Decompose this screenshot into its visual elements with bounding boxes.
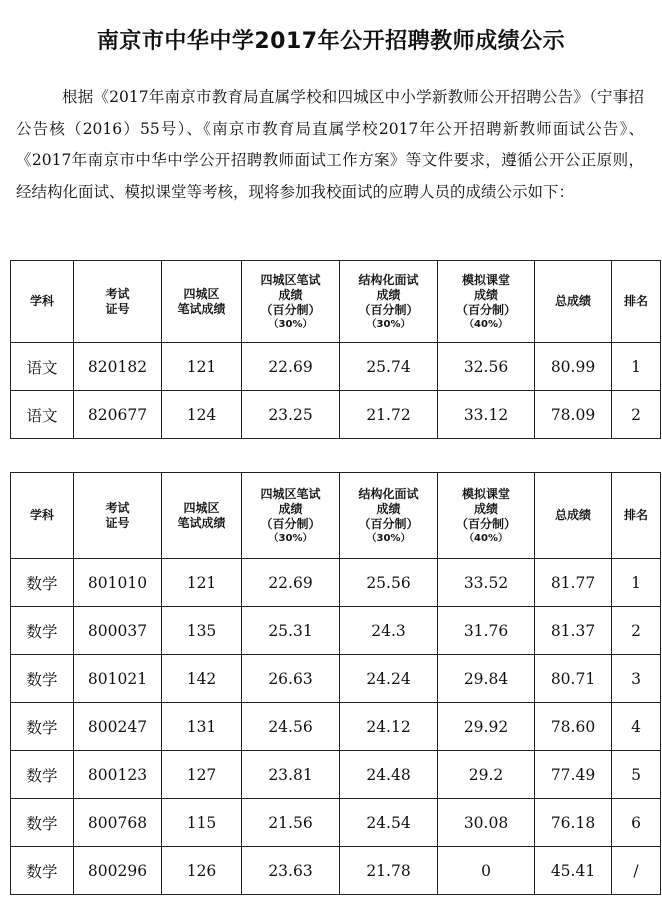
table-row	[11, 703, 661, 751]
cell-interview: 24.48	[340, 751, 438, 799]
cell-subject: 语文	[11, 391, 74, 439]
cell-exam-id: 800247	[74, 703, 162, 751]
cell-subject: 数学	[11, 799, 74, 847]
cell-total: 80.99	[535, 343, 612, 391]
cell-subject: 语文	[11, 343, 74, 391]
cell-total: 45.41	[535, 847, 612, 895]
cell-total: 81.37	[535, 607, 612, 655]
cell-written-score: 124	[162, 391, 242, 439]
cell-rank: 2	[612, 607, 661, 655]
header-subject: 学科	[11, 473, 74, 559]
header-exam-id: 考试 证号	[74, 261, 162, 343]
cell-written-weighted: 24.56	[242, 703, 340, 751]
table-row	[11, 559, 661, 607]
cell-exam-id: 800768	[74, 799, 162, 847]
cell-interview: 24.24	[340, 655, 438, 703]
table-header-row	[11, 261, 661, 343]
table-header-row	[11, 473, 661, 559]
cell-written-weighted: 25.31	[242, 607, 340, 655]
table-row	[11, 751, 661, 799]
table-row	[11, 655, 661, 703]
cell-exam-id: 800296	[74, 847, 162, 895]
cell-written-weighted: 22.69	[242, 343, 340, 391]
cell-subject: 数学	[11, 703, 74, 751]
cell-mock-class: 32.56	[438, 343, 535, 391]
cell-subject: 数学	[11, 847, 74, 895]
cell-written-weighted: 22.69	[242, 559, 340, 607]
header-interview: 结构化面试 成绩 （百分制） （30%）	[340, 473, 438, 559]
header-rank: 排名	[612, 473, 661, 559]
header-mock-class: 模拟课堂 成绩 （百分制） （40%）	[438, 473, 535, 559]
table-row	[11, 391, 661, 439]
cell-written-score: 135	[162, 607, 242, 655]
cell-interview: 24.3	[340, 607, 438, 655]
cell-total: 78.09	[535, 391, 612, 439]
cell-total: 78.60	[535, 703, 612, 751]
header-subject: 学科	[11, 261, 74, 343]
table-row	[11, 607, 661, 655]
header-written-score: 四城区 笔试成绩	[162, 261, 242, 343]
header-mock-class: 模拟课堂 成绩 （百分制） （40%）	[438, 261, 535, 343]
cell-total: 77.49	[535, 751, 612, 799]
cell-mock-class: 0	[438, 847, 535, 895]
cell-total: 81.77	[535, 559, 612, 607]
header-interview: 结构化面试 成绩 （百分制） （30%）	[340, 261, 438, 343]
cell-written-score: 115	[162, 799, 242, 847]
cell-written-weighted: 26.63	[242, 655, 340, 703]
cell-written-score: 127	[162, 751, 242, 799]
intro-paragraph: 根据《2017年南京市教育局直属学校和四城区中小学新教师公开招聘公告》（宁事招公告核（2016）55号）、《南京市教育局直属学校2017年公开招聘新教师面试公告》、《2017年南京市中华中学公开招聘教师面试工作方案》等文件要求，遵循公开公正原则，经结构化面试、模拟课堂等考核，现将参加我校面试的应聘人员的成绩公示如下：	[16, 88, 644, 201]
header-rank: 排名	[612, 261, 661, 343]
table-row	[11, 799, 661, 847]
cell-interview: 21.72	[340, 391, 438, 439]
cell-interview: 24.12	[340, 703, 438, 751]
cell-rank: 1	[612, 343, 661, 391]
cell-exam-id: 820677	[74, 391, 162, 439]
table-row	[11, 847, 661, 895]
cell-mock-class: 29.2	[438, 751, 535, 799]
cell-written-score: 131	[162, 703, 242, 751]
header-total: 总成绩	[535, 473, 612, 559]
cell-rank: 2	[612, 391, 661, 439]
cell-rank: 5	[612, 751, 661, 799]
header-written-weighted: 四城区笔试 成绩 （百分制） （30%）	[242, 261, 340, 343]
cell-mock-class: 31.76	[438, 607, 535, 655]
cell-interview: 25.74	[340, 343, 438, 391]
scores-table-chinese	[10, 260, 661, 439]
cell-subject: 数学	[11, 751, 74, 799]
cell-written-weighted: 21.56	[242, 799, 340, 847]
cell-interview: 24.54	[340, 799, 438, 847]
cell-written-score: 142	[162, 655, 242, 703]
cell-rank: /	[612, 847, 661, 895]
cell-mock-class: 33.52	[438, 559, 535, 607]
cell-exam-id: 800037	[74, 607, 162, 655]
cell-interview: 21.78	[340, 847, 438, 895]
cell-subject: 数学	[11, 559, 74, 607]
header-written-score: 四城区 笔试成绩	[162, 473, 242, 559]
cell-mock-class: 29.84	[438, 655, 535, 703]
scores-table-math	[10, 472, 661, 895]
cell-rank: 3	[612, 655, 661, 703]
cell-written-weighted: 23.81	[242, 751, 340, 799]
cell-rank: 4	[612, 703, 661, 751]
cell-subject: 数学	[11, 607, 74, 655]
header-exam-id: 考试 证号	[74, 473, 162, 559]
cell-mock-class: 29.92	[438, 703, 535, 751]
cell-rank: 1	[612, 559, 661, 607]
cell-mock-class: 30.08	[438, 799, 535, 847]
cell-total: 80.71	[535, 655, 612, 703]
cell-exam-id: 800123	[74, 751, 162, 799]
cell-total: 76.18	[535, 799, 612, 847]
cell-written-score: 126	[162, 847, 242, 895]
header-written-weighted: 四城区笔试 成绩 （百分制） （30%）	[242, 473, 340, 559]
cell-written-weighted: 23.63	[242, 847, 340, 895]
cell-exam-id: 820182	[74, 343, 162, 391]
cell-exam-id: 801021	[74, 655, 162, 703]
cell-interview: 25.56	[340, 559, 438, 607]
header-total: 总成绩	[535, 261, 612, 343]
cell-subject: 数学	[11, 655, 74, 703]
cell-mock-class: 33.12	[438, 391, 535, 439]
table-row	[11, 343, 661, 391]
cell-written-weighted: 23.25	[242, 391, 340, 439]
cell-exam-id: 801010	[74, 559, 162, 607]
page-title: 南京市中华中学2017年公开招聘教师成绩公示	[96, 28, 566, 54]
cell-rank: 6	[612, 799, 661, 847]
cell-written-score: 121	[162, 343, 242, 391]
cell-written-score: 121	[162, 559, 242, 607]
